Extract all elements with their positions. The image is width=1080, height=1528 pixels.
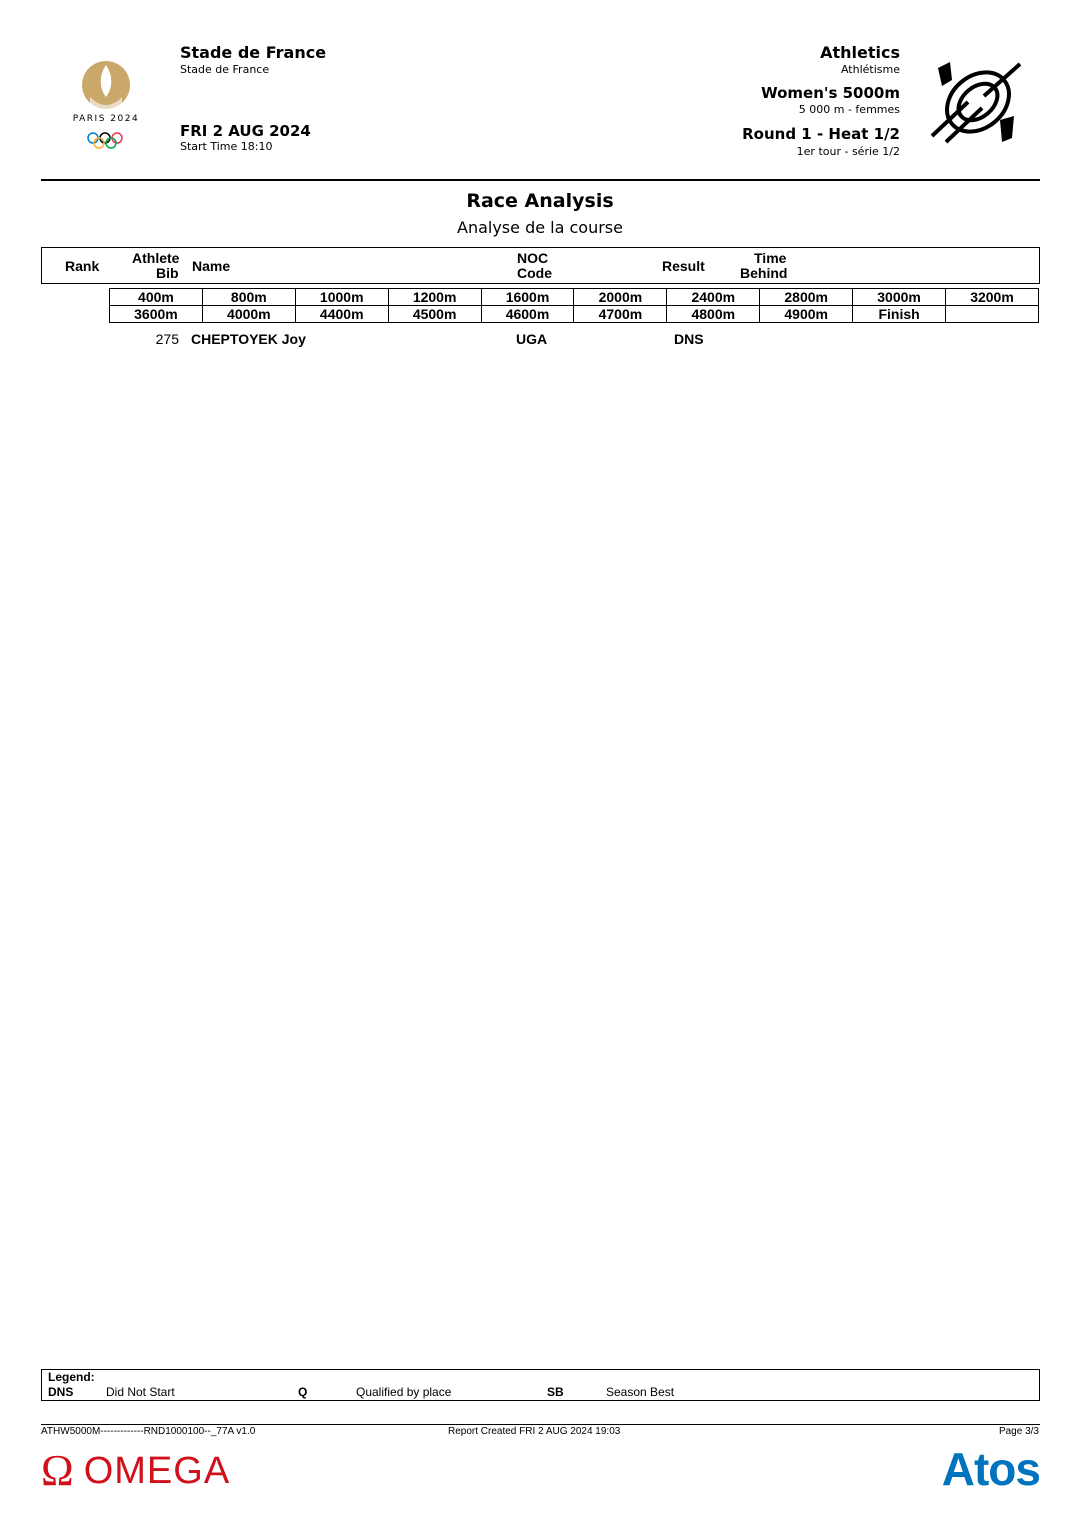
col-bib: Bib [156, 265, 179, 281]
document-code: ATHW5000M-------------RND1000100--_77A v1.0 [41, 1426, 256, 1437]
omega-symbol-icon: Ω [41, 1446, 74, 1495]
split-cell: 2000m [574, 289, 667, 306]
venue-title: Stade de France [180, 43, 327, 62]
split-cell [946, 306, 1039, 323]
split-cell: 4500m [388, 306, 481, 323]
athlete-noc: UGA [516, 331, 548, 347]
athlete-name: CHEPTOYEK Joy [191, 331, 306, 347]
splits-row-1 [110, 289, 1039, 306]
split-cell: 4700m [574, 306, 667, 323]
legend-code: DNS [48, 1385, 74, 1399]
col-name: Name [192, 258, 231, 274]
round-subtitle: 1er tour - série 1/2 [796, 145, 900, 158]
split-cell: 3600m [110, 306, 203, 323]
split-cell: 800m [202, 289, 295, 306]
split-cell: 3200m [946, 289, 1039, 306]
report-created: Report Created FRI 2 AUG 2024 19:03 [448, 1426, 621, 1437]
legend-desc: Did Not Start [106, 1385, 175, 1399]
split-cell: Finish [853, 306, 946, 323]
atos-logo: Atos [941, 1443, 1040, 1495]
split-cell: 4600m [481, 306, 574, 323]
sport-title: Athletics [820, 43, 900, 62]
venue-subtitle: Stade de France [180, 63, 270, 76]
col-athlete: Athlete [132, 250, 180, 266]
split-cell: 2400m [667, 289, 760, 306]
paris-2024-wordmark: PARIS 2024 [72, 114, 140, 124]
start-time: Start Time 18:10 [180, 140, 273, 153]
splits-header-table [109, 288, 1039, 323]
split-cell: 1000m [295, 289, 388, 306]
splits-row-2 [110, 306, 1039, 323]
footer-divider [41, 1424, 1040, 1425]
col-code: Code [517, 265, 552, 281]
event-title: Women's 5000m [761, 84, 900, 102]
event-subtitle: 5 000 m - femmes [798, 103, 900, 116]
col-time: Time [754, 250, 787, 266]
split-cell: 1600m [481, 289, 574, 306]
split-cell: 4400m [295, 306, 388, 323]
results-column-header [41, 247, 1040, 284]
split-cell: 2800m [760, 289, 853, 306]
report-title: Race Analysis [466, 190, 614, 212]
col-rank: Rank [65, 258, 100, 274]
legend-code: Q [298, 1385, 308, 1399]
split-cell: 1200m [388, 289, 481, 306]
paris-2024-logo [60, 55, 152, 155]
legend-box [41, 1369, 1040, 1401]
page-number: Page 3/3 [998, 1426, 1039, 1437]
legend-title: Legend: [48, 1370, 95, 1384]
legend-code: SB [547, 1385, 564, 1399]
round-title: Round 1 - Heat 1/2 [742, 125, 900, 143]
paris-2024-emblem-icon [60, 55, 152, 155]
legend-desc: Season Best [606, 1385, 675, 1399]
omega-wordmark: OMEGA [83, 1450, 231, 1492]
split-cell: 4800m [667, 306, 760, 323]
col-behind: Behind [740, 265, 788, 281]
athletics-pictogram-icon [928, 58, 1024, 146]
split-cell: 4000m [202, 306, 295, 323]
sport-subtitle: Athlétisme [840, 63, 900, 76]
event-date: FRI 2 AUG 2024 [180, 122, 311, 140]
legend-desc: Qualified by place [356, 1385, 452, 1399]
athlete-result: DNS [674, 331, 704, 347]
omega-logo [41, 1448, 230, 1494]
split-cell: 400m [110, 289, 203, 306]
report-subtitle: Analyse de la course [457, 218, 623, 237]
header-divider [41, 179, 1040, 181]
col-noc: NOC [517, 250, 549, 266]
split-cell: 4900m [760, 306, 853, 323]
athlete-bib: 275 [155, 331, 179, 347]
col-result: Result [662, 258, 705, 274]
split-cell: 3000m [853, 289, 946, 306]
